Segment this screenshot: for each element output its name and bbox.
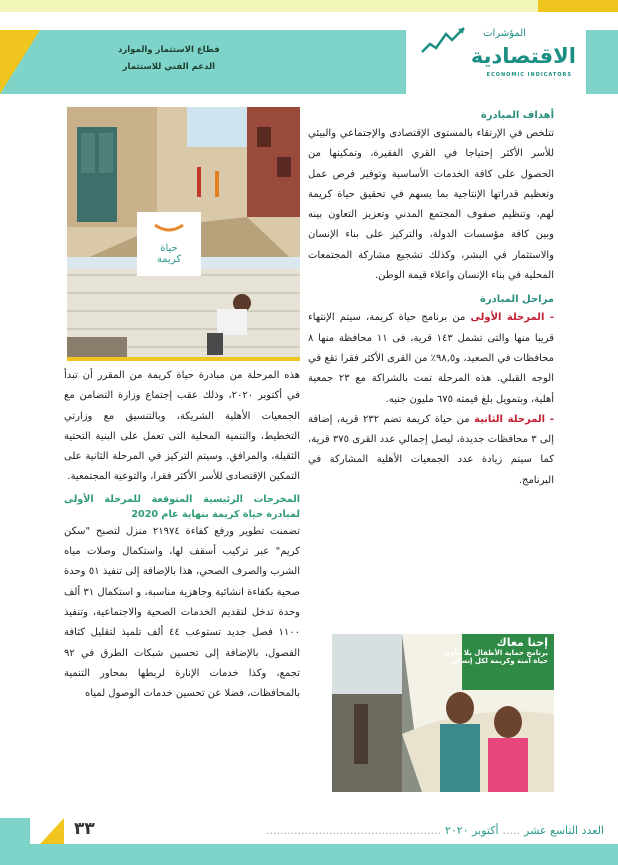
logo bbox=[406, 20, 586, 102]
issue-info bbox=[262, 824, 604, 837]
goals-paragraph: تتلخص في الإرتقاء بالمستوى الإقتصادى والإجتماعي والبيئي للأسر الأكثر إحتياجا في القري الفقيرة، وتمكينها من الحصول على كافة الخدمات الأساسية وتوفير فرص عمل وتعظيم قدراتها الإنتاجية بما يسهم في تحقيق حياة كريمة لهم، وتنظيم صفوف المجتمع المدني وتعزيز التعاون بينه وبين كافة مؤسسات الدولة، والتركيز على بناء الإنسان والاستثمار في البشر، وكذلك تشجيع مشاركة المجتمعات المحلية في بناء الإنسان واعلاء قيمة الوطن. bbox=[308, 128, 554, 282]
goals-heading: أهداف المبادرة bbox=[480, 110, 554, 121]
right-column bbox=[308, 108, 554, 491]
banner-line-2: برنامج حماية الأطفال بلا مأوى bbox=[443, 649, 548, 657]
village-illustration bbox=[67, 107, 300, 361]
outputs-paragraph: تضمنت تطوير ورفع كفاءة ٢١٩٧٤ منزل لتصبح "سكن كريم" عبر تركيب أسقف لها، واستكمال وصلات مياه الشرب والصرف الصحي، هذا بالإضافة إلى تنفيذ ٥١ وحدة صحية بكفاءة انشائية وجاهزية مناسبة، و استكمال ٣١ ألف وحدة تدخل لتقديم الخدمات الصحية والاجتماعية، وتنفيذ ١١٠٠ فصل جديد تستوعب ٤٤ ألف تلميذ لتقليل كثافة الفصول، بالإضافة إلى تحسين شبكات الطرق في ٩٢ تجمع، وكذا خدمات الإنارة لربطها بمحاور التنمية بالمحافظات، فضلا عن تحسين خدمات الوصول لمياه bbox=[64, 525, 301, 700]
stage2-label: المرحلة الثانية bbox=[474, 413, 546, 425]
banner-line-1: إحنا معاك bbox=[496, 636, 548, 649]
chart-icon bbox=[420, 26, 466, 54]
stage1-text: من برنامج حياة كريمة، سيتم الإنتهاء قريبا منها والتى تشمل ١٤٣ قرية، فى ١١ محافظة منها ٨ محافظات في الصعيد، و٩٨,٥٪ من القرى الأكثر فقرا تقع في الوجه القبلي. هذه المرحلة تمت بالشراكة مع ٢٣ جمعية أهلية، وبتمويل بلغ قيمته ٦٧٥ مليون جنيه. bbox=[308, 312, 554, 405]
hayah-karima-logo-line1: حياة bbox=[160, 243, 178, 254]
logo-title: الاقتصادية bbox=[470, 44, 576, 68]
issue-trailing-dots: .................................................. bbox=[266, 824, 441, 837]
stage1-dash: - bbox=[544, 312, 554, 324]
banner-line-3: حياة آمنة وكريمة لكل إنسان bbox=[451, 657, 548, 665]
logo-subtitle: ECONOMIC INDICATORS bbox=[486, 72, 572, 78]
stage1-label: المرحلة الأولى bbox=[470, 312, 545, 324]
stage2-paragraph bbox=[308, 410, 554, 491]
top-strip bbox=[0, 0, 618, 12]
stages-heading: مراحل المبادرة bbox=[480, 294, 554, 306]
stage2-dash: - bbox=[545, 413, 554, 425]
intro-paragraph: هذه المرحلة من مبادرة حياة كريمة من المقرر أن تبدأ في أكتوبر ٢٠٢٠، وذلك عقب إجتماع وزارة التضامن مع الجمعيات الأهلية الشريكة، وبالتنسيق مع وزارتي التخطيط، والتنمية المحلية التى تعمل على البنية التحتية الثقيلة، والمرافق. وسيتم التركيز في المرحلة الثانية على التمكين الإقتصادى للأسر الأكثر فقرا، والتوعية المجتمعية. bbox=[64, 370, 300, 483]
sector-line-1: قطاع الاستثمار والموارد bbox=[118, 45, 220, 55]
stage1-paragraph bbox=[308, 308, 554, 409]
page-number: ٣٣ bbox=[74, 819, 95, 839]
sector-line-2: الدعم الفني للاستثمار bbox=[122, 62, 216, 72]
village-photo bbox=[67, 107, 300, 361]
sector-label bbox=[118, 42, 220, 76]
issue-separator: ..... bbox=[502, 824, 521, 837]
issue-date: أكتوبر ٢٠٢٠ bbox=[444, 824, 499, 837]
top-accent bbox=[538, 0, 618, 12]
hayah-karima-logo-line2: كريمة bbox=[156, 254, 182, 265]
children-photo bbox=[332, 634, 554, 792]
logo-top-word: المؤشرات bbox=[483, 28, 526, 39]
outputs-heading: المخرجات الرئيسية المتوقعة للمرحلة الأولى لمبادرة حياة كريمة بنهاية عام 2020 bbox=[64, 493, 300, 520]
left-column bbox=[64, 366, 300, 704]
issue-label: العدد التاسع عشر bbox=[524, 824, 604, 837]
stage2-text: من حياة كريمة تضم ٢٣٢ قرية، إضافة إلى ٣ محافظات جديدة، ليصل إجمالي عدد القرى ٣٧٥ قرية، كما سيتم زيادة عدد الجمعيات الأهلية المشاركة في البرنامج. bbox=[308, 413, 554, 486]
